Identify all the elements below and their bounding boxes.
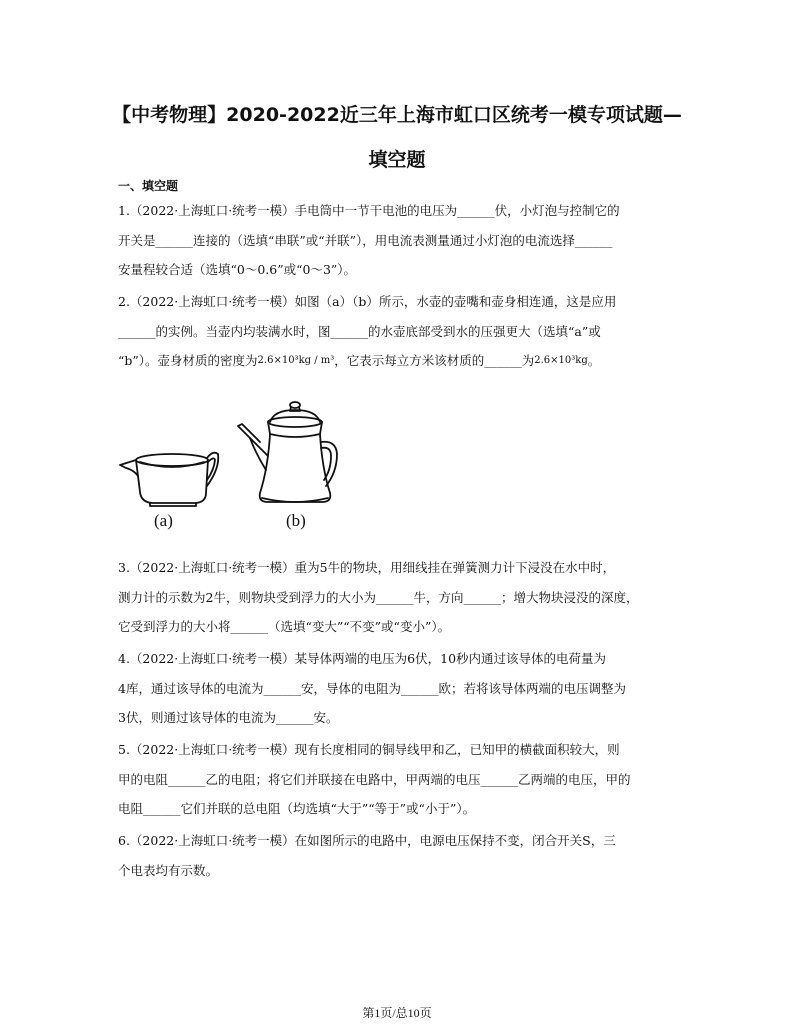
- question-line: 4.（2022·上海虹口·统考一模）某导体两端的电压为6伏，10秒内通过该导体的电荷量为: [118, 651, 607, 666]
- question-text: “b”）。壶身材质的密度为: [118, 353, 258, 368]
- question-line: 个电表均有示数。: [118, 862, 219, 878]
- question-1: [118, 196, 683, 285]
- question-line: 测力计的示数为2牛，则物块受到浮力的大小为______牛，方向______；增大物块浸没的深度，: [118, 589, 639, 605]
- question-3: [118, 553, 683, 642]
- question-6: [118, 826, 683, 885]
- page-footer: 第1页/总10页: [362, 1006, 432, 1020]
- pitcher-kettle-icon: [120, 453, 218, 506]
- question-line: 电阻______它们并联的总电阻（均选填“大于”“等于”或“小于”）。: [118, 801, 476, 816]
- question-line: 它受到浮力的大小将______（选填“变大”“不变”或“变小”）。: [118, 619, 451, 634]
- figure-label-b: (b): [286, 511, 306, 530]
- question-text: ，它表示每立方米该材质的______为: [334, 353, 535, 368]
- figure-label-a: (a): [154, 511, 173, 530]
- question-line: [118, 346, 683, 376]
- page-title-line-1: 【中考物理】2020-2022近三年上海市虹口区统考一模专项试题—: [112, 104, 682, 126]
- density-formula: 2.6×10³kg / m³: [257, 355, 335, 366]
- section-heading: 一、填空题: [118, 179, 179, 193]
- tall-coffee-pot-icon: [238, 402, 337, 502]
- question-line: 安量程较合适（选填“0～0.6”或“0～3”）。: [118, 262, 357, 277]
- question-line: 3伏，则通过该导体的电流为______安。: [118, 710, 339, 725]
- page-title-line-2: 填空题: [368, 149, 426, 171]
- question-line: 5.（2022·上海虹口·统考一模）现有长度相同的铜导线甲和乙，已知甲的横截面积较大，则: [118, 742, 620, 757]
- question-line: 开关是______连接的（选填“串联”或“并联”），用电流表测量通过小灯泡的电流选择______: [118, 232, 613, 248]
- question-line: 1.（2022·上海虹口·统考一模）手电筒中一节干电池的电压为______伏，小灯泡与控制它的: [118, 203, 620, 218]
- question-line: 4库，通过该导体的电流为______安，导体的电阻为______欧；若将该导体两端的电压调整为: [118, 680, 626, 696]
- question-2: [118, 287, 683, 376]
- question-5: [118, 735, 683, 824]
- question-line: 甲的电阻______乙的电阻；将它们并联接在电路中，甲两端的电压______乙两端的电压，甲的: [118, 771, 631, 787]
- question-text: 。: [587, 353, 601, 368]
- mass-formula: 2.6×10³kg: [534, 355, 588, 366]
- kettle-figure: [110, 398, 340, 543]
- question-4: [118, 644, 683, 733]
- question-line: ______的实例。当壶内均装满水时，图______的水壶底部受到水的压强更大（选填“a”或: [118, 323, 601, 339]
- question-line: 3.（2022·上海虹口·统考一模）重为5牛的物块，用细线挂在弹簧测力计下浸没在水中时，: [118, 560, 616, 575]
- question-line: 6.（2022·上海虹口·统考一模）在如图所示的电路中，电源电压保持不变，闭合开关S，三: [118, 833, 616, 848]
- question-line: 2.（2022·上海虹口·统考一模）如图（a）（b）所示，水壶的壶嘴和壶身相连通，这是应用: [118, 294, 617, 309]
